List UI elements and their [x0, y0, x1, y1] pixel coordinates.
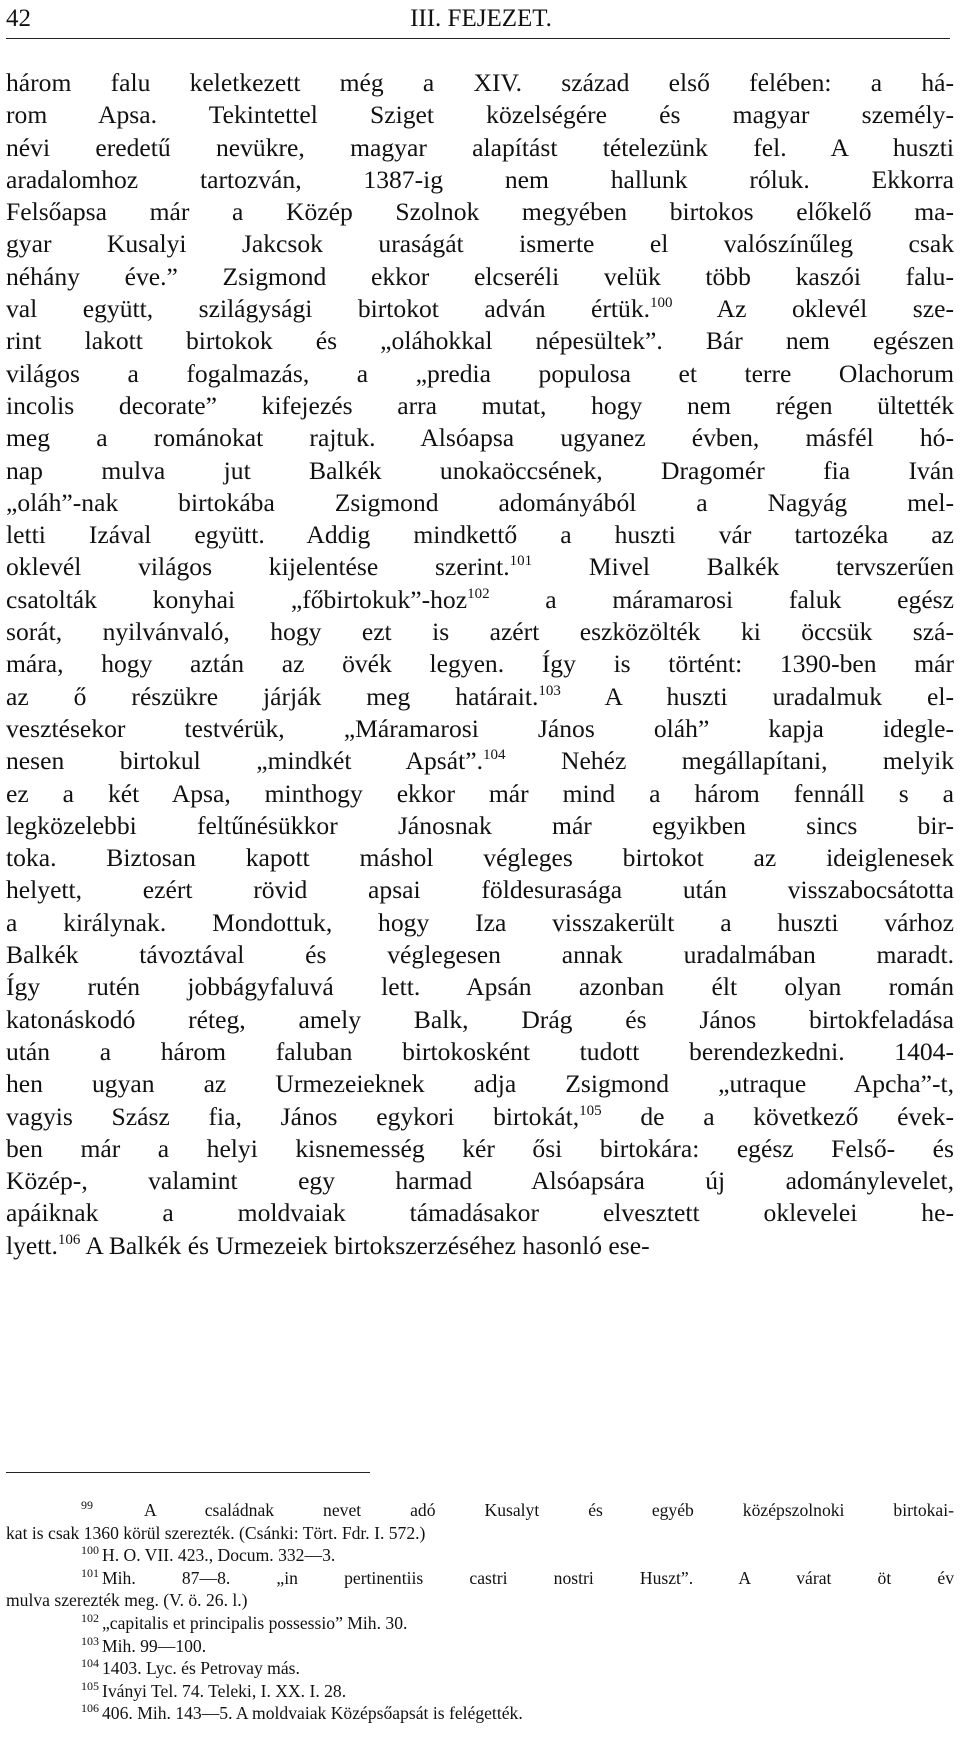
- body-text: A huszti uradalmuk el-: [560, 681, 954, 711]
- footnote-ref: 106: [81, 1701, 99, 1716]
- body-line: [6, 842, 954, 874]
- body-line: [6, 358, 954, 390]
- body-line: [6, 551, 954, 583]
- footnote-text: 1403. Lyc. és Petrovay más.: [102, 1658, 300, 1679]
- body-text: lyett.: [6, 1230, 58, 1260]
- footnote-ref: 102: [81, 1610, 99, 1625]
- body-text: „oláh”-nak birtokába Zsigmond adományából a Nagyág mel-: [6, 487, 954, 517]
- body-text: toka. Biztosan kapott máshol végleges birtokot az ideiglenesek: [6, 843, 954, 873]
- body-text: vesztésekor testvérük, „Máramarosi János oláh” kapja idegle-: [6, 713, 954, 743]
- footnote-ref: 105: [81, 1678, 99, 1693]
- body-line: [6, 745, 954, 777]
- body-line: [6, 99, 954, 131]
- footnote-ref: 104: [81, 1656, 99, 1671]
- body-text: meg a románokat rajtuk. Alsóapsa ugyanez évben, másfél hó-: [6, 423, 954, 453]
- body-text: névi eredetű nevükre, magyar alapítást tételezünk fel. A huszti: [6, 132, 954, 162]
- body-line: [6, 164, 954, 196]
- footnote-line: [6, 1544, 954, 1567]
- body-text: nesen birtokul „mindkét Apsát”.: [6, 746, 483, 776]
- body-line: [6, 261, 954, 293]
- body-text: sorát, nyilvánvaló, hogy ezt is azért eszközölték ki öccsük szá-: [6, 617, 954, 647]
- footnote-text: kat is csak 1360 körül szerezték. (Csánki: Tört. Fdr. I. 572.): [6, 1522, 426, 1543]
- body-text: rom Apsa. Tekintettel Sziget közelségére és magyar személy-: [6, 100, 954, 130]
- body-text: katonáskodó réteg, amely Balk, Drág és János birtokfeladása: [6, 1004, 954, 1034]
- body-text: A Balkék és Urmezeiek birtokszerzéséhez hasonló ese-: [80, 1230, 650, 1260]
- body-text: de a következő évek-: [601, 1101, 954, 1131]
- footnote-line: [6, 1567, 954, 1590]
- footnote-text: mulva szerezték meg. (V. ö. 26. l.): [6, 1590, 248, 1611]
- body-line: [6, 519, 954, 551]
- page-number: 42: [6, 5, 31, 32]
- body-line: [6, 390, 954, 422]
- footnote-text: H. O. VII. 423., Docum. 332—3.: [102, 1545, 336, 1566]
- body-text: hen ugyan az Urmezeieknek adja Zsigmond „utraque Apcha”-t,: [6, 1069, 954, 1099]
- body-text: letti Izával együtt. Addig mindkettő a huszti vár tartozéka az: [6, 520, 954, 550]
- body-line: [6, 778, 954, 810]
- body-line: [6, 1230, 954, 1262]
- body-text: mára, hogy aztán az övék legyen. Így is történt: 1390-ben már: [6, 649, 954, 679]
- body-text: ez a két Apsa, minthogy ekkor már mind a három fennáll s a: [6, 778, 954, 808]
- footnote-text: A családnak nevet adó Kusalyt és egyéb középszolnoki birtokai-: [96, 1500, 954, 1520]
- body-line: [6, 1036, 954, 1068]
- body-line: [6, 1197, 954, 1229]
- body-text: Az oklevél sze-: [672, 294, 954, 324]
- body-text: nap mulva jut Balkék unokaöccsének, Dragomér fia Iván: [6, 455, 954, 485]
- footnote-line: [6, 1680, 954, 1703]
- footnote-line: [6, 1635, 954, 1658]
- footnotes: [6, 1499, 954, 1725]
- body-text: Felsőapsa már a Közép Szolnok megyében birtokos előkelő ma-: [6, 197, 954, 227]
- body-text: csatolták konyhai „főbirtokuk”-hoz: [6, 584, 468, 614]
- footnote-ref: 105: [579, 1102, 602, 1119]
- body-line: [6, 648, 954, 680]
- footnote-ref: 103: [81, 1633, 99, 1648]
- body-line: [6, 228, 954, 260]
- footnote-line: [6, 1522, 954, 1545]
- body-line: [6, 1101, 954, 1133]
- footnote-separator: [6, 1472, 370, 1473]
- body-text: Közép-, valamint egy harmad Alsóapsára új adománylevelet,: [6, 1166, 954, 1196]
- body-text: a máramarosi faluk egész: [489, 584, 954, 614]
- body-text: ben már a helyi kisnemesség kér ősi birtokára: egész Felső- és: [6, 1133, 954, 1163]
- footnote-ref: 106: [57, 1231, 81, 1248]
- body-text: három falu keletkezett még a XIV. század első felében: a há-: [6, 68, 954, 97]
- body-text: Nehéz megállapítani, melyik: [505, 746, 955, 776]
- body-line: [6, 810, 954, 842]
- body-line: [6, 325, 954, 357]
- footnote-line: [6, 1499, 954, 1522]
- body-text: az ő részükre járják meg határait.: [6, 681, 539, 711]
- body-line: [6, 132, 954, 164]
- body-text: vagyis Szász fia, János egykori birtokát,: [6, 1101, 580, 1131]
- body-text: legközelebbi feltűnésükkor Jánosnak már egyikben sincs bir-: [6, 810, 954, 840]
- footnote-line: [6, 1702, 954, 1725]
- body-line: [6, 874, 954, 906]
- body-text: [6, 67, 954, 1262]
- body-text: helyett, ezért rövid apsai földesurasága után visszabocsátotta: [6, 875, 954, 905]
- body-text: Így rutén jobbágyfaluvá lett. Apsán azonban élt olyan román: [6, 972, 954, 1002]
- footnote-text: Mih. 87—8. „in pertinentiis castri nostri Huszt”. A várat öt év: [102, 1567, 954, 1588]
- body-line: [6, 584, 954, 616]
- body-text: rint lakott birtokok és „oláhokkal népesültek”. Bár nem egészen: [6, 326, 954, 356]
- body-text: aradalomhoz tartozván, 1387-ig nem hallunk róluk. Ekkorra: [6, 164, 954, 194]
- body-line: [6, 971, 954, 1003]
- body-line: [6, 1165, 954, 1197]
- footnote-text: „capitalis et principalis possessio” Mih. 30.: [102, 1612, 408, 1633]
- footnote-ref: 103: [538, 682, 561, 699]
- footnote-text: Mih. 99—100.: [102, 1635, 207, 1656]
- body-line: [6, 455, 954, 487]
- footnote-text: Iványi Tel. 74. Teleki, I. XX. I. 28.: [102, 1680, 347, 1701]
- body-text: a királynak. Mondottuk, hogy Iza visszakerült a huszti várhoz: [6, 907, 954, 937]
- footnote-line: [6, 1589, 954, 1612]
- footnote-ref: 104: [483, 747, 506, 764]
- body-text: Mivel Balkék tervszerűen: [532, 552, 954, 582]
- body-line: [6, 293, 954, 325]
- footnote-text: 406. Mih. 143—5. A moldvaiak Középsőapsát is felégették.: [102, 1703, 523, 1724]
- body-text: után a három faluban birtokosként tudott berendezkedni. 1404-: [6, 1036, 954, 1066]
- body-text: val együtt, szilágysági birtokot adván értük.: [6, 294, 651, 324]
- footnote-ref: 101: [509, 553, 533, 570]
- footnote-line: [6, 1657, 954, 1680]
- body-line: [6, 1133, 954, 1165]
- body-line: [6, 616, 954, 648]
- body-line: [6, 487, 954, 519]
- body-text: néhány éve.” Zsigmond ekkor elcseréli velük több kaszói falu-: [6, 261, 954, 291]
- body-text: Balkék távoztával és véglegesen annak uradalmában maradt.: [6, 940, 954, 970]
- body-line: [6, 422, 954, 454]
- body-text: oklevél világos kijelentése szerint.: [6, 552, 510, 582]
- footnote-line: [6, 1612, 954, 1635]
- chapter-title: III. FEJEZET.: [410, 5, 552, 32]
- footnote-ref: 99: [81, 1498, 93, 1512]
- running-header: [6, 4, 956, 34]
- body-line: [6, 713, 954, 745]
- body-text: gyar Kusalyi Jakcsok uraságát ismerte el valószínűleg csak: [6, 229, 954, 259]
- body-line: [6, 681, 954, 713]
- footnote-ref: 102: [467, 585, 490, 602]
- body-line: [6, 67, 954, 99]
- body-text: apáiknak a moldvaiak támadásakor elvesztett oklevelei he-: [6, 1198, 954, 1228]
- body-line: [6, 907, 954, 939]
- footnote-ref: 101: [81, 1565, 99, 1580]
- header-rule: [6, 38, 950, 39]
- body-line: [6, 939, 954, 971]
- body-line: [6, 1068, 954, 1100]
- body-text: világos a fogalmazás, a „predia populosa et terre Olachorum: [6, 358, 954, 388]
- body-line: [6, 196, 954, 228]
- footnote-ref: 100: [650, 295, 673, 312]
- footnote-ref: 100: [81, 1543, 99, 1558]
- body-text: incolis decorate” kifejezés arra mutat, hogy nem régen ültették: [6, 390, 954, 420]
- body-line: [6, 1004, 954, 1036]
